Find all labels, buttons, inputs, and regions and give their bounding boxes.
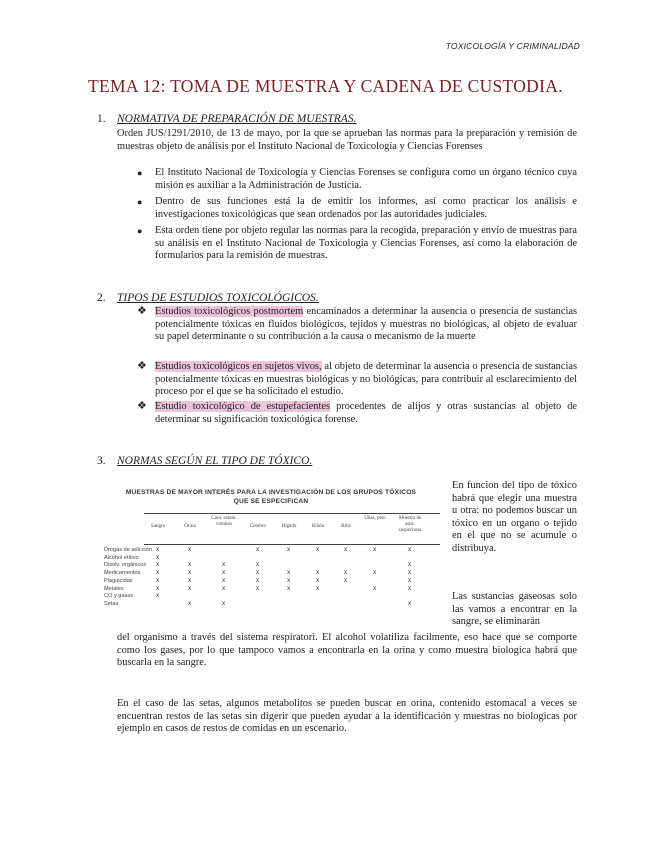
table-column-header: Muestra de asist. sospechosa xyxy=(398,516,422,533)
highlighted-term: Estudio toxicológico de estupefacientes xyxy=(155,401,331,412)
table-cell-mark: x xyxy=(156,553,160,561)
table-cell-mark: x xyxy=(373,584,377,592)
table-cell-mark: x xyxy=(408,599,412,607)
table-rule xyxy=(144,544,440,545)
bullet-text: Dentro de sus funciones está la de emitir los informes, así como practicar los análisis e investigaciones toxicológicas que sean ordenados por las autoridades judiciales. xyxy=(155,196,577,220)
table-cell-mark: x xyxy=(156,546,160,553)
table-column-header: Hígado xyxy=(281,524,297,529)
table-column-header: Sangre xyxy=(151,524,165,529)
section-number: 1. xyxy=(97,113,106,125)
item-description: al objeto de determinar la ausencia o presencia de sustancias potencialmente tóxicas en muestras biológicas y no biológicas, para contribuir al esclarecimiento del proceso por el que se ha solicitado el estudio. xyxy=(155,361,577,398)
bullet-item xyxy=(137,225,577,263)
table-row-label: Plaguicidas xyxy=(104,577,133,584)
table-cell-mark: x xyxy=(188,599,192,607)
table-cell-mark: x xyxy=(156,569,160,577)
table-cell-mark: x xyxy=(222,569,226,577)
table-caption-line: MUESTRAS DE MAYOR INTERÉS PARA LA INVESTIGACIÓN DE LOS GRUPOS TÓXICOS xyxy=(125,489,417,496)
table-cell-mark: x xyxy=(256,576,260,584)
table-cell-mark: x xyxy=(156,592,160,600)
table-cell-mark: x xyxy=(222,561,226,569)
section-1-heading xyxy=(97,113,356,125)
table-cell-mark: x xyxy=(344,546,348,553)
table-cell-mark: x xyxy=(373,546,377,553)
table-column-header: Cerebro xyxy=(249,524,267,529)
table-cell-mark: x xyxy=(316,569,320,577)
section-2-heading xyxy=(97,292,319,304)
table-caption-line: QUE SE ESPECIFICAN xyxy=(233,498,309,505)
table-cell-mark: x xyxy=(156,561,160,569)
bullet-item xyxy=(137,167,577,192)
table-cell-mark: x xyxy=(156,576,160,584)
table-rule xyxy=(144,513,440,514)
bullet-item xyxy=(137,196,577,221)
table-row-label: Metales xyxy=(104,585,124,592)
diamond-bullet-icon: ❖ xyxy=(137,400,147,412)
table-caption xyxy=(104,488,438,506)
study-type-item xyxy=(137,305,577,344)
bullet-dot-icon: ● xyxy=(137,226,143,236)
table-cell-mark: x xyxy=(256,546,260,553)
item-description: encaminados a determinar la ausencia o presencia de sustancias potencialmente tóxicas en fluidos biológicos, tejidos y muestras no biológicas, al objeto de evaluar su papel determinante o su contribución a la causa o mecanismo de la muerte xyxy=(155,306,577,343)
table-cell-mark: x xyxy=(408,576,412,584)
table-cell-mark: x xyxy=(408,569,412,577)
section-title: TIPOS DE ESTUDIOS TOXICOLÓGICOS. xyxy=(117,292,319,304)
table-cell-mark: x xyxy=(222,584,226,592)
table-cell-mark: x xyxy=(316,576,320,584)
table-row-label: Setas xyxy=(104,600,119,607)
table-cell-mark: x xyxy=(287,546,291,553)
table-cell-mark: x xyxy=(344,569,348,577)
table-cell-mark: x xyxy=(188,584,192,592)
study-type-item xyxy=(137,360,577,399)
bullet-text: Esta orden tiene por objeto regular las normas para la recogida, preparación y envío de muestras para su análisis en el Instituto Nacional de Toxicología y Ciencias Forenses, así como la elaboración de formularios para la remisión de muestras. xyxy=(155,225,577,262)
table-cell-mark: x xyxy=(156,584,160,592)
table-cell-mark: x xyxy=(287,584,291,592)
table-cell-mark: x xyxy=(188,561,192,569)
study-type-item xyxy=(137,400,577,426)
table-cell-mark: x xyxy=(188,546,192,553)
table-cell-mark: x xyxy=(316,546,320,553)
table-cell-mark: x xyxy=(287,569,291,577)
running-header: TOXICOLOGÍA Y CRIMINALIDAD xyxy=(445,41,580,51)
side-text: En funcion del tipo de tóxico habrá que elegir una muestra u otra: no podemos buscar un tóxico en un organo o tejido en el que no se acumule o distribuya. xyxy=(452,480,577,554)
table-column-header: Cont. estom. vómitos xyxy=(211,516,237,527)
table-cell-mark: x xyxy=(222,576,226,584)
table-cell-mark: x xyxy=(188,569,192,577)
table-cell-mark: x xyxy=(256,584,260,592)
item-description: procedentes de alijos y otras sustancias al objeto de determinar su significación toxicológica forense. xyxy=(155,401,577,425)
highlighted-term: Estudios toxicológicos postmortem xyxy=(155,306,304,317)
table-cell-mark: x xyxy=(222,599,226,607)
highlighted-term: Estudios toxicológicos en sujetos vivos, xyxy=(155,361,322,372)
side-text: Las sustancias gaseosas solo las vamos a encontrar en la sangre, se eliminarán xyxy=(452,591,577,628)
table-row-label: Drogas de adicción xyxy=(104,547,152,553)
diamond-bullet-icon: ❖ xyxy=(137,305,147,317)
page-title: TEMA 12: TOMA DE MUESTRA Y CADENA DE CUSTODIA. xyxy=(88,76,563,96)
section-title: NORMATIVA DE PREPARACIÓN DE MUESTRAS. xyxy=(117,113,357,125)
table-cell-mark: x xyxy=(408,546,412,553)
table-cell-mark: x xyxy=(188,576,192,584)
table-column-header: Riñón xyxy=(311,524,325,529)
section-1-intro: Orden JUS/1291/2010, de 13 de mayo, por la que se aprueban las normas para la preparación y remisión de muestras objeto de análisis por el Instituto Nacional de Toxicología y Ciencias Forenses xyxy=(117,128,577,152)
paragraph-gases: del organismo a través del sistema respiratori. El alcohol volatiliza facilmente, eso hace que se comporte como los gases, por lo que tampoco vamos a encontrarla en la orina y como muestra biologica habrá que buscarla en la sangre. xyxy=(117,632,577,669)
diamond-bullet-icon: ❖ xyxy=(137,360,147,372)
table-cell-mark: x xyxy=(256,569,260,577)
section-3-heading xyxy=(97,455,312,467)
bullet-dot-icon: ● xyxy=(137,168,143,178)
section-title: NORMAS SEGÚN EL TIPO DE TÓXICO. xyxy=(117,455,313,467)
table-row-label: Medicamentos xyxy=(104,570,141,577)
toxic-sample-table xyxy=(104,484,438,624)
section-number: 3. xyxy=(97,455,106,467)
table-cell-mark: x xyxy=(256,561,260,569)
section-number: 2. xyxy=(97,292,106,304)
table-row-label: Alcohol etílico xyxy=(104,554,139,561)
table-row-label: Disolv. orgánicos xyxy=(104,562,147,569)
table-column-header: Uñas, pelo xyxy=(364,516,386,521)
table-cell-mark: x xyxy=(344,576,348,584)
table-cell-mark: x xyxy=(408,584,412,592)
table-cell-mark: x xyxy=(373,569,377,577)
table-cell-mark: x xyxy=(408,561,412,569)
table-column-header: Bilis xyxy=(341,524,351,529)
bullet-dot-icon: ● xyxy=(137,197,143,207)
bullet-text: El Instituto Nacional de Toxicología y Ciencias Forenses se configura como un órgano técnico cuya misión es auxiliar a la Administración de Justicia. xyxy=(155,167,577,191)
table-row-label: CO y gases xyxy=(104,593,134,600)
table-cell-mark: x xyxy=(316,584,320,592)
table-column-header: Orina xyxy=(184,524,196,529)
table-cell-mark: x xyxy=(287,576,291,584)
paragraph-setas: En el caso de las setas, algunos metabolitos se pueden buscar en orina, contenido estomacal a veces se encuentran restos de las setas sin digerir que pueden ayudar a la identificación y muestras no biologicas por ejemplo en casos de restos de comidas en un escenario. xyxy=(117,698,577,735)
